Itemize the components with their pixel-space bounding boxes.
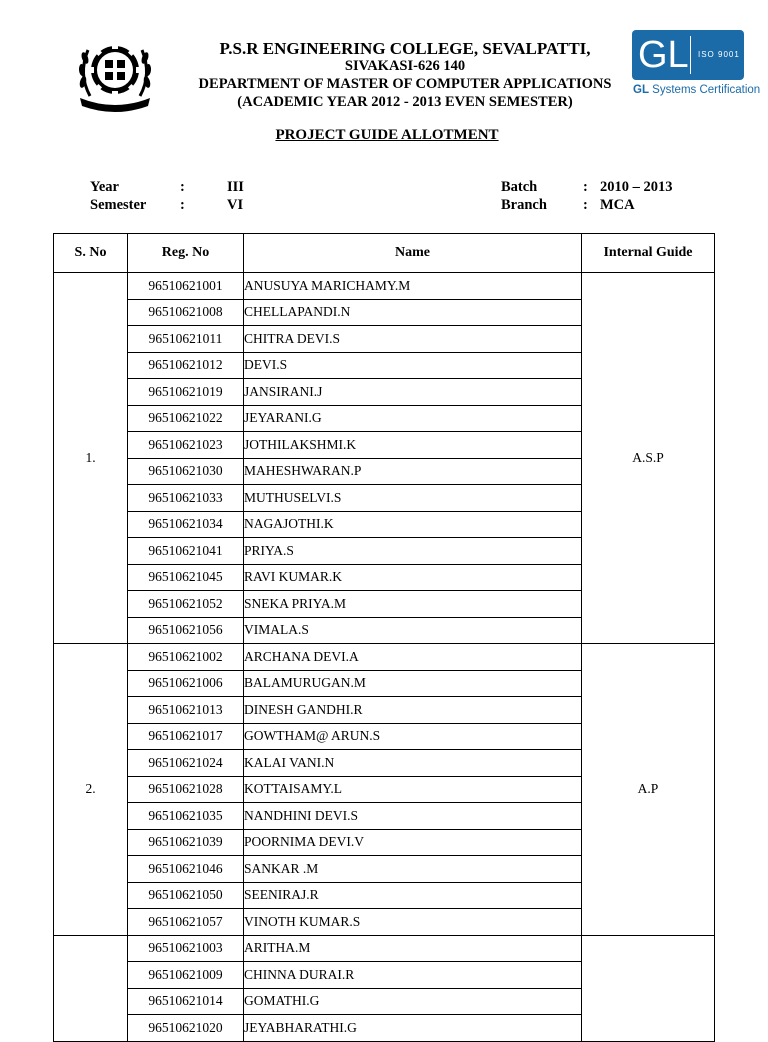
branch-label: Branch [501,197,547,213]
cell-reg-no: 96510621012 [128,352,244,379]
cell-reg-no: 96510621003 [128,935,244,962]
college-location: SIVAKASI-626 140 [344,58,466,74]
cell-name: ARITHA.M [244,935,582,962]
cell-reg-no: 96510621033 [128,485,244,512]
cell-reg-no: 96510621041 [128,538,244,565]
certification-caption [633,84,760,96]
cell-sno [54,935,128,1041]
cell-name: NANDHINI DEVI.S [244,803,582,830]
cell-reg-no: 96510621019 [128,379,244,406]
batch-label: Batch [501,179,538,195]
cell-name: CHINNA DURAI.R [244,962,582,989]
cell-reg-no: 96510621020 [128,1015,244,1042]
certification-badge [632,30,744,80]
cell-reg-no: 96510621057 [128,909,244,936]
cell-name: VIMALA.S [244,617,582,644]
cell-internal-guide [582,935,715,1041]
branch-separator: : [583,197,588,213]
cell-reg-no: 96510621006 [128,670,244,697]
cell-reg-no: 96510621028 [128,776,244,803]
table-row [54,273,715,300]
year-label: Year [90,179,119,195]
cell-reg-no: 96510621023 [128,432,244,459]
certification-logo [632,30,761,100]
cell-internal-guide: A.S.P [582,273,715,644]
cell-name: VINOTH KUMAR.S [244,909,582,936]
cell-reg-no: 96510621030 [128,458,244,485]
batch-separator: : [583,179,588,195]
table-header-row [54,234,715,273]
cell-internal-guide: A.P [582,644,715,936]
cell-name: JEYABHARATHI.G [244,1015,582,1042]
cell-name: MAHESHWARAN.P [244,458,582,485]
cell-sno: 1. [54,273,128,644]
cell-name: SEENIRAJ.R [244,882,582,909]
cell-name: JEYARANI.G [244,405,582,432]
semester-value: VI [227,197,244,213]
semester-separator: : [180,197,185,213]
branch-value: MCA [600,197,635,213]
cell-reg-no: 96510621052 [128,591,244,618]
certification-divider [690,36,691,74]
cell-name: CHITRA DEVI.S [244,326,582,353]
cell-reg-no: 96510621024 [128,750,244,777]
cell-name: ARCHANA DEVI.A [244,644,582,671]
cell-reg-no: 96510621046 [128,856,244,883]
cell-reg-no: 96510621014 [128,988,244,1015]
cell-name: DINESH GANDHI.R [244,697,582,724]
cell-reg-no: 96510621022 [128,405,244,432]
cell-name: KOTTAISAMY.L [244,776,582,803]
batch-value: 2010 – 2013 [600,179,673,195]
cell-reg-no: 96510621034 [128,511,244,538]
semester-label: Semester [90,197,147,213]
cell-name: RAVI KUMAR.K [244,564,582,591]
cell-name: ANUSUYA MARICHAMY.M [244,273,582,300]
document-title [0,127,768,144]
cell-name: KALAI VANI.N [244,750,582,777]
cell-name: GOMATHI.G [244,988,582,1015]
cell-reg-no: 96510621045 [128,564,244,591]
cell-reg-no: 96510621035 [128,803,244,830]
cell-name: BALAMURUGAN.M [244,670,582,697]
college-name: P.S.R ENGINEERING COLLEGE, SEVALPATTI, [219,39,591,58]
cell-name: DEVI.S [244,352,582,379]
academic-year: (ACADEMIC YEAR 2012 - 2013 EVEN SEMESTER) [237,94,573,110]
column-header-name: Name [244,234,582,273]
certification-caption-rest: Systems Certification [648,84,761,96]
cell-reg-no: 96510621056 [128,617,244,644]
document-title-text: PROJECT GUIDE ALLOTMENT [275,127,499,143]
cell-name: SANKAR .M [244,856,582,883]
college-emblem-icon [74,36,156,112]
certification-mark: GL [638,34,689,76]
year-separator: : [180,179,185,195]
cell-name: MUTHUSELVI.S [244,485,582,512]
column-header-internal-guide: Internal Guide [582,234,715,273]
cell-name: JOTHILAKSHMI.K [244,432,582,459]
department-name: DEPARTMENT OF MASTER OF COMPUTER APPLICATIONS [198,76,612,92]
cell-sno: 2. [54,644,128,936]
cell-name: PRIYA.S [244,538,582,565]
cell-reg-no: 96510621008 [128,299,244,326]
cell-name: GOWTHAM@ ARUN.S [244,723,582,750]
cell-reg-no: 96510621011 [128,326,244,353]
cell-name: SNEKA PRIYA.M [244,591,582,618]
cell-name: NAGAJOTHI.K [244,511,582,538]
cell-reg-no: 96510621017 [128,723,244,750]
cell-name: JANSIRANI.J [244,379,582,406]
cell-reg-no: 96510621039 [128,829,244,856]
table-row [54,935,715,962]
cell-name: CHELLAPANDI.N [244,299,582,326]
column-header-sno: S. No [54,234,128,273]
cell-reg-no: 96510621001 [128,273,244,300]
table-body [54,273,715,1042]
cell-reg-no: 96510621050 [128,882,244,909]
certification-iso: ISO 9001 [698,50,740,59]
certification-caption-bold: GL [633,84,649,96]
column-header-reg-no: Reg. No [128,234,244,273]
cell-reg-no: 96510621009 [128,962,244,989]
cell-name: POORNIMA DEVI.V [244,829,582,856]
cell-reg-no: 96510621002 [128,644,244,671]
year-value: III [227,179,244,195]
cell-reg-no: 96510621013 [128,697,244,724]
table-row [54,644,715,671]
guide-allotment-table [53,233,715,1042]
